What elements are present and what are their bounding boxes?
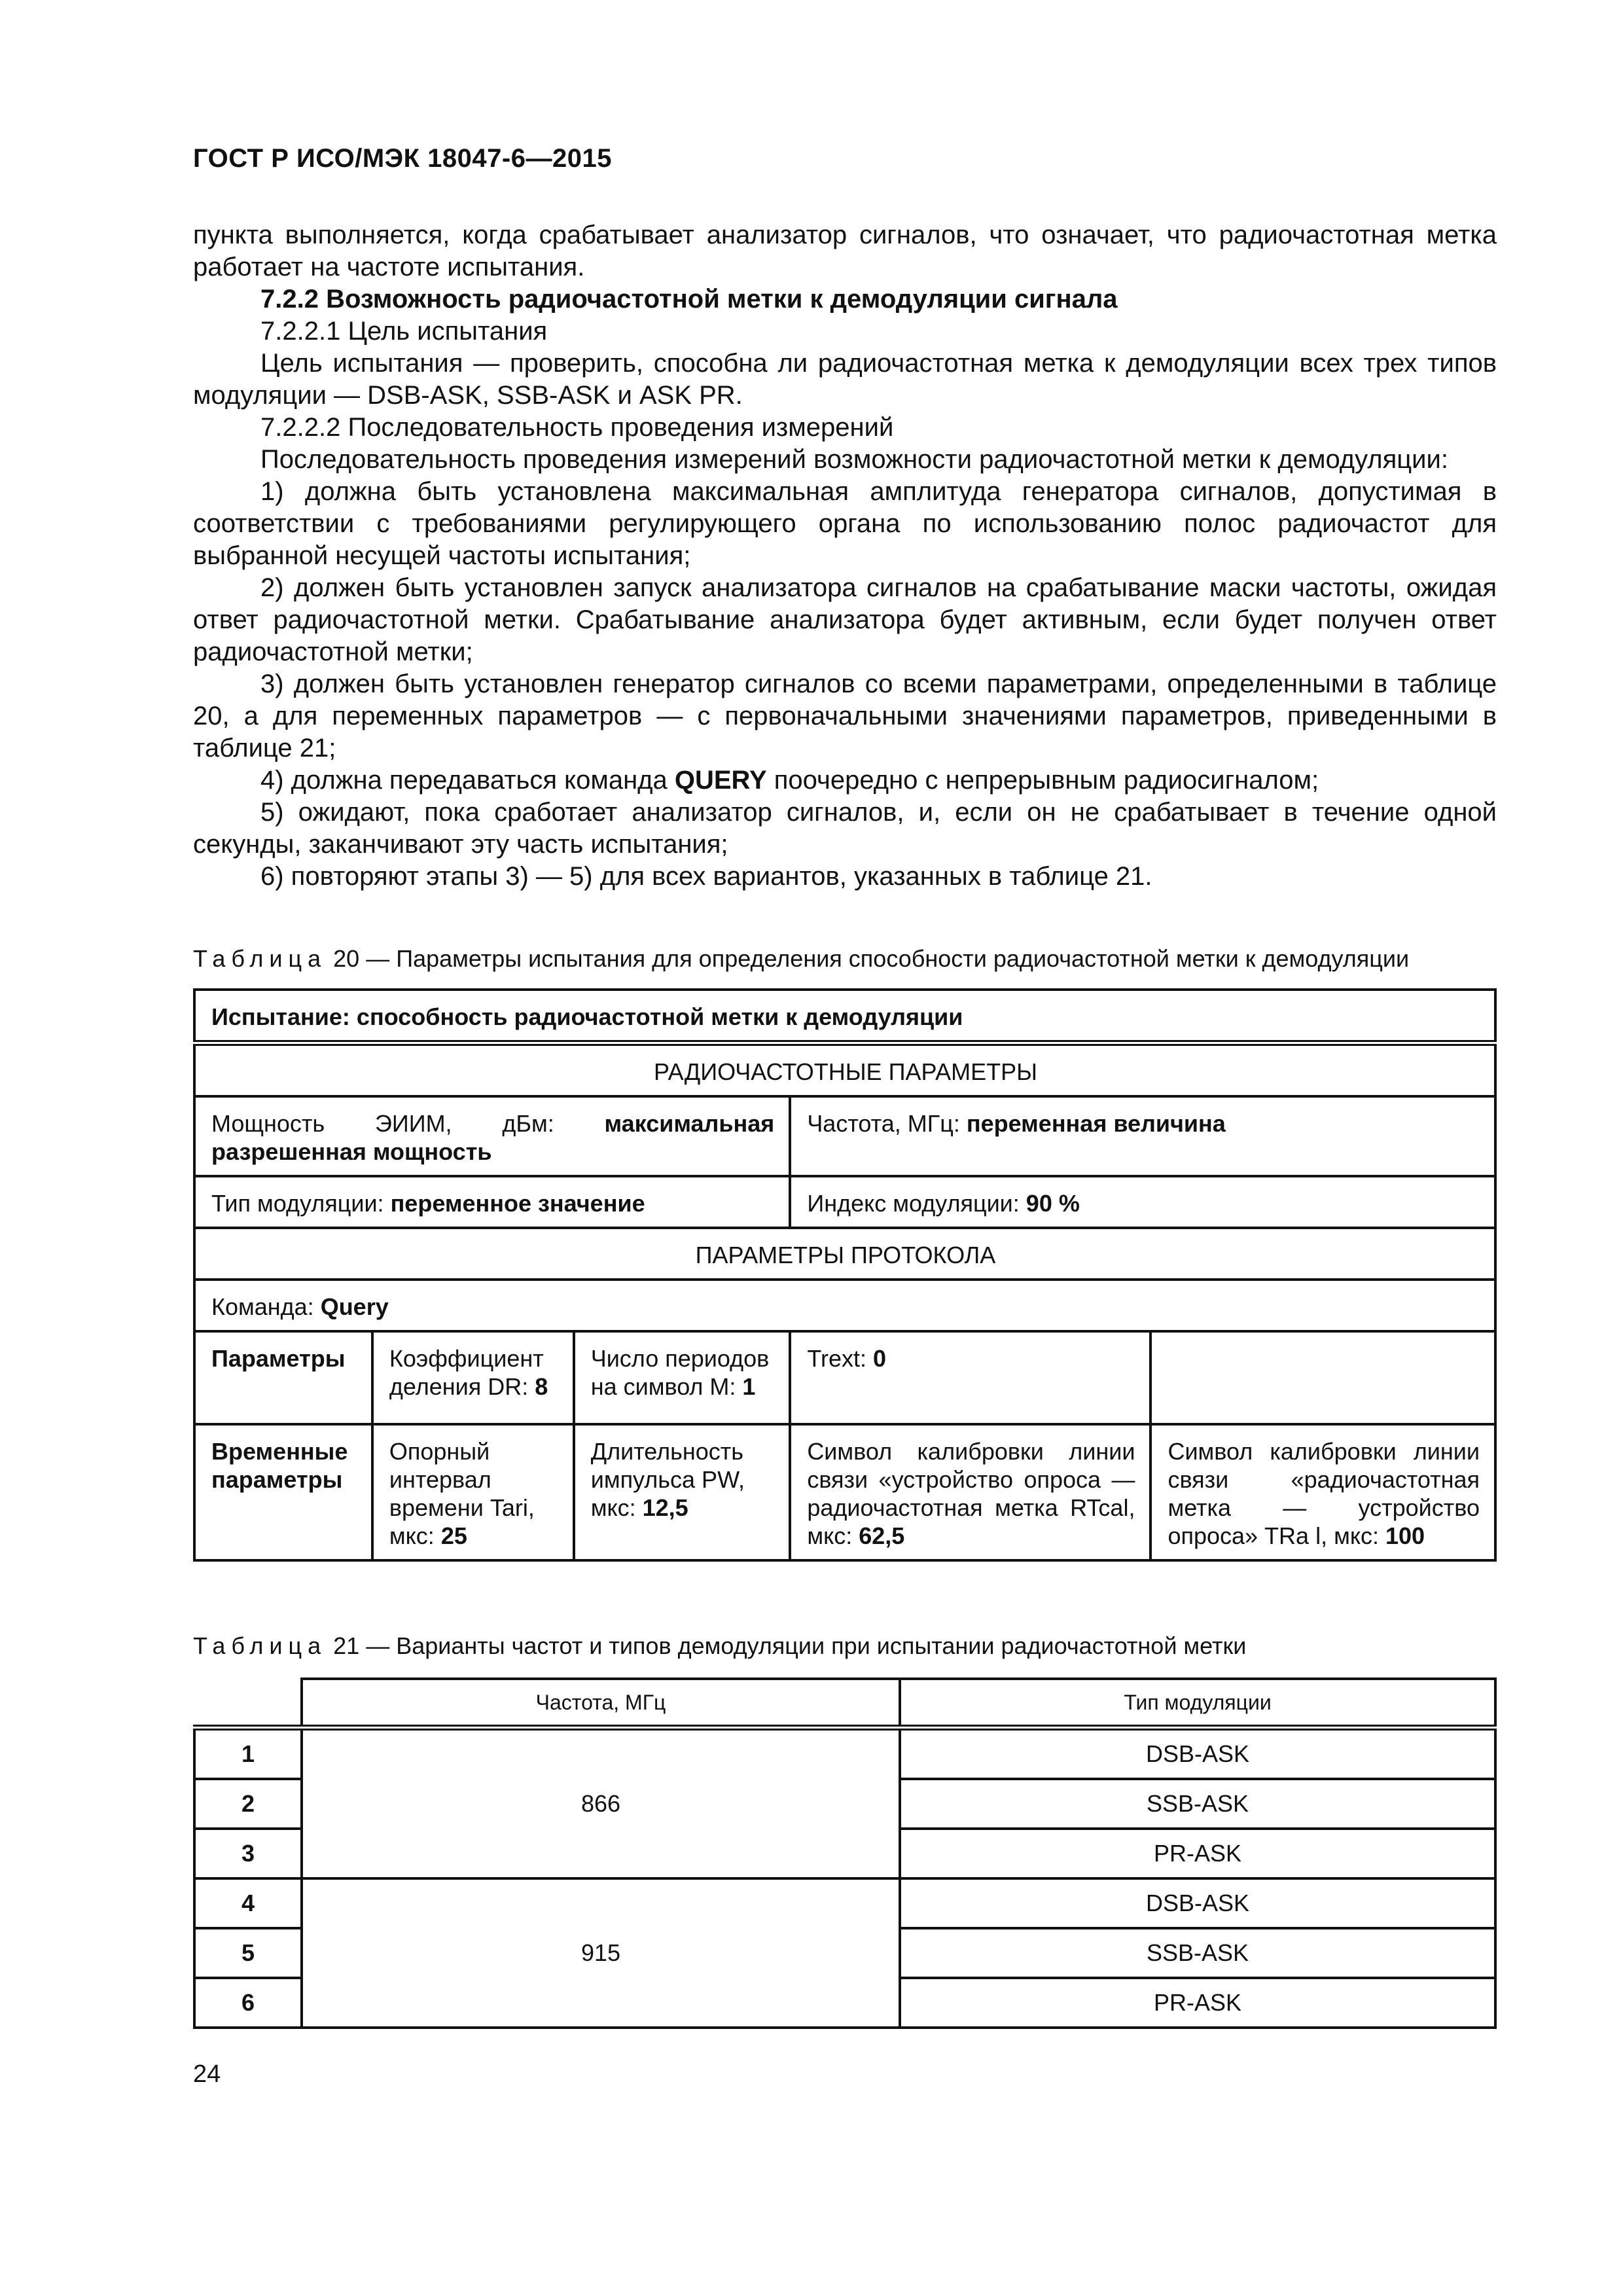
row-number: 5 bbox=[194, 1928, 302, 1978]
list-item: 1) должна быть установлена максимальная амплитуда генератора сигналов, допустимая в соответствии с требованиями регулирующего органа по использованию полос радиочастот для выбранной несущей частоты испытания; bbox=[193, 477, 1497, 570]
modulation-value: SSB-ASK bbox=[900, 1779, 1495, 1829]
row-number: 6 bbox=[194, 1978, 302, 2028]
modulation-value: PR-ASK bbox=[900, 1829, 1495, 1878]
table-title: Испытание: способность радиочастотной метки к демодуляции bbox=[194, 990, 1495, 1043]
table21-caption: Таблица 21 — Варианты частот и типов демодуляции при испытании радиочастотной метки bbox=[193, 1632, 1247, 1659]
trcal-cell: Символ калибровки линии связи «радиочастотная метка — устройство опроса» TRa l, мкс: 100 bbox=[1150, 1424, 1495, 1560]
list-item: 6) повторяют этапы 3) — 5) для всех вариантов, указанных в таблице 21. bbox=[260, 862, 1152, 891]
modulation-value: DSB-ASK bbox=[900, 1728, 1495, 1780]
list-item: 2) должен быть установлен запуск анализатора сигналов на срабатывание маски частоты, ожидая ответ радиочастотной метки. Срабатывание анализатора будет активным, если будет получен ответ радиочастотной метки; bbox=[193, 573, 1497, 666]
table-20 bbox=[193, 988, 1497, 1562]
blank-header-cell bbox=[194, 1679, 302, 1728]
modulation-index-cell: Индекс модуляции: 90 % bbox=[790, 1176, 1495, 1228]
table-row bbox=[194, 1728, 1495, 1780]
table-21 bbox=[193, 1677, 1497, 2029]
frequency-value: 866 bbox=[302, 1728, 900, 1879]
trext-cell: Trext: 0 bbox=[790, 1331, 1150, 1424]
list-item: 3) должен быть установлен генератор сигналов со всеми параметрами, определенными в таблице 20, а для переменных параметров — с первоначальными значениями параметров, приведенными в таблице 21; bbox=[193, 670, 1497, 762]
table20-caption: Таблица 20 — Параметры испытания для определения способности радиочастотной метки к демодуляции bbox=[193, 945, 1410, 972]
subsection-heading: 7.2.2.2 Последовательность проведения измерений bbox=[260, 413, 894, 442]
frequency-value: 915 bbox=[302, 1878, 900, 2028]
column-header-frequency: Частота, МГц bbox=[302, 1679, 900, 1728]
body-text bbox=[193, 219, 1497, 893]
power-cell: Мощность ЭИИМ, дБм: максимальная разрешенная мощность bbox=[194, 1096, 790, 1176]
dr-cell: Коэффициент деления DR: 8 bbox=[372, 1331, 574, 1424]
frequency-cell: Частота, МГц: переменная величина bbox=[790, 1096, 1495, 1176]
modulation-value: SSB-ASK bbox=[900, 1928, 1495, 1978]
modulation-value: DSB-ASK bbox=[900, 1878, 1495, 1928]
command-cell: Команда: Query bbox=[194, 1280, 1495, 1331]
section-header: РАДИОЧАСТОТНЫЕ ПАРАМЕТРЫ bbox=[194, 1043, 1495, 1097]
modulation-type-cell: Тип модуляции: переменное значение bbox=[194, 1176, 790, 1228]
table-row bbox=[194, 1878, 1495, 1928]
m-cell: Число периодов на символ M: 1 bbox=[574, 1331, 791, 1424]
paragraph: пункта выполняется, когда срабатывает анализатор сигналов, что означает, что радиочастотная метка работает на частоте испытания. bbox=[193, 221, 1497, 281]
time-label-cell: Временные параметры bbox=[194, 1424, 372, 1560]
rtcal-cell: Символ калибровки линии связи «устройство опроса — радиочастотная метка RTcal, мкс: 62,5 bbox=[790, 1424, 1150, 1560]
modulation-value: PR-ASK bbox=[900, 1978, 1495, 2028]
paragraph: Последовательность проведения измерений возможности радиочастотной метки к демодуляции: bbox=[260, 445, 1448, 474]
subsection-heading: 7.2.2.1 Цель испытания bbox=[260, 317, 548, 346]
document-header: ГОСТ Р ИСО/МЭК 18047-6—2015 bbox=[193, 144, 612, 173]
row-number: 1 bbox=[194, 1728, 302, 1780]
column-header-modulation: Тип модуляции bbox=[900, 1679, 1495, 1728]
empty-cell bbox=[1150, 1331, 1495, 1424]
section-header: ПАРАМЕТРЫ ПРОТОКОЛА bbox=[194, 1228, 1495, 1280]
row-number: 4 bbox=[194, 1878, 302, 1928]
row-number: 3 bbox=[194, 1829, 302, 1878]
paragraph: Цель испытания — проверить, способна ли радиочастотная метка к демодуляции всех трех типов модуляции — DSB-ASK, SSB-ASK и ASK PR. bbox=[193, 349, 1497, 410]
tari-cell: Опорный интервал времени Tari, мкс: 25 bbox=[372, 1424, 574, 1560]
section-heading: 7.2.2 Возможность радиочастотной метки к демодуляции сигнала bbox=[260, 285, 1118, 314]
pw-cell: Длительность импульса PW, мкс: 12,5 bbox=[574, 1424, 791, 1560]
list-item: 5) ожидают, пока сработает анализатор сигналов, и, если он не срабатывает в течение одной секунды, заканчивают эту часть испытания; bbox=[193, 798, 1497, 859]
row-number: 2 bbox=[194, 1779, 302, 1829]
page-number: 24 bbox=[193, 2060, 221, 2088]
list-item: 4) должна передаваться команда QUERY поочередно с непрерывным радиосигналом; bbox=[260, 766, 1319, 795]
params-label-cell: Параметры bbox=[194, 1331, 372, 1424]
